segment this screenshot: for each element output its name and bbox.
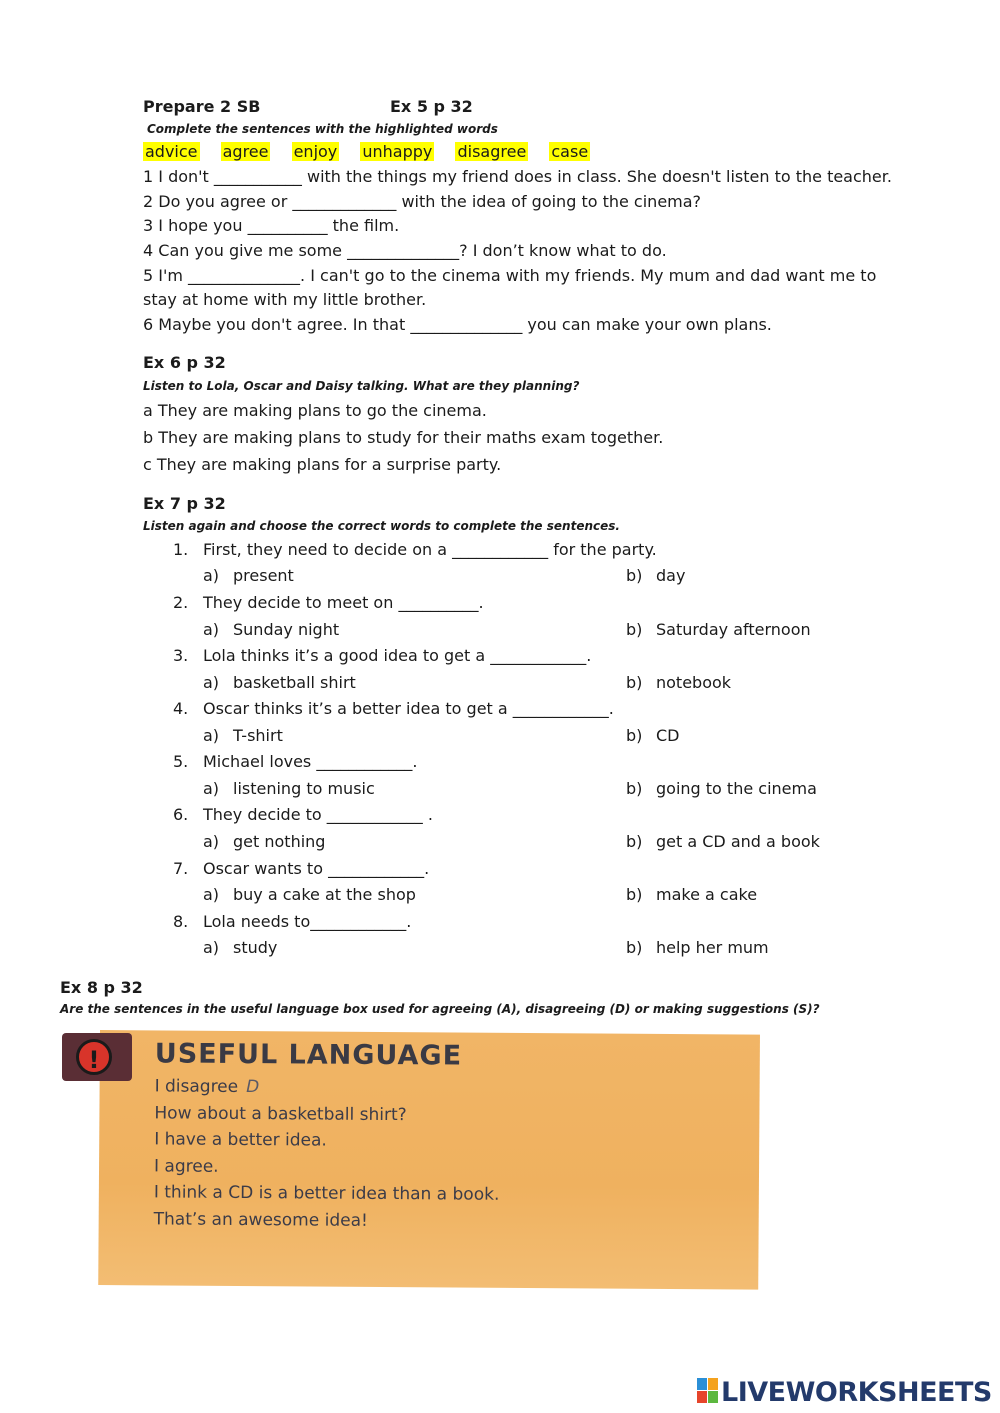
ex5-instruction: Complete the sentences with the highlighted words [147,122,498,136]
alert-badge [62,1033,132,1081]
ex7-option-b[interactable]: b) make a cake [626,885,758,904]
ex7-option-b[interactable]: b) CD [626,726,680,745]
exercise-5-title: Ex 5 p 32 [390,97,473,116]
word-disagree: disagree [457,142,527,161]
useful-language-line: I think a CD is a better idea than a book. [153,1182,500,1205]
useful-language-box [98,1030,760,1290]
word-advice: advice [145,142,198,161]
useful-language-title: USEFUL LANGUAGE [154,1038,463,1072]
ex5-sentence-5-cont: stay at home with my little brother. [143,290,427,309]
useful-language-line: How about a basketball shirt? [154,1102,407,1125]
ex5-sentence-6: 6 Maybe you don't agree. In that ______________ you can make your own plans. [143,315,772,334]
ex7-option-b[interactable]: b) help her mum [626,938,769,957]
ex7-question: 4. Oscar thinks it’s a better idea to get a ____________. [173,699,614,718]
ex8-title: Ex 8 p 32 [60,978,143,997]
useful-language-line: I agree. [153,1155,219,1177]
ex7-option-a[interactable]: a) buy a cake at the shop [203,885,416,904]
ex6-instruction: Listen to Lola, Oscar and Daisy talking. What are they planning? [143,379,580,393]
ex7-question: 7. Oscar wants to ____________. [173,859,430,878]
word-bank [143,142,606,161]
word-unhappy: unhappy [362,142,433,161]
ex5-sentence-3: 3 I hope you __________ the film. [143,216,400,235]
ex7-question: 3. Lola thinks it’s a good idea to get a ____________. [173,646,592,665]
liveworksheets-mark-icon [697,1378,719,1404]
ex5-sentence-2: 2 Do you agree or _____________ with the idea of going to the cinema? [143,192,702,211]
ex7-instruction: Listen again and choose the correct words to complete the sentences. [143,519,620,533]
ex7-question: 5. Michael loves ____________. [173,752,418,771]
ex7-question: 6. They decide to ____________ . [173,805,433,824]
ex7-option-b[interactable]: b) going to the cinema [626,779,817,798]
ex5-sentence-4: 4 Can you give me some ______________? I don’t know what to do. [143,241,667,260]
ex8-instruction: Are the sentences in the useful language box used for agreeing (A), disagreeing (D) or making suggestions (S)? [60,1002,820,1016]
ex7-option-a[interactable]: a) Sunday night [203,620,340,639]
answer-field[interactable]: D [246,1077,260,1098]
ex6-option-b: b They are making plans to study for their maths exam together. [143,428,664,447]
ex7-option-a[interactable]: a) study [203,938,278,957]
ex6-title: Ex 6 p 32 [143,353,226,372]
ex7-question: 8. Lola needs to____________. [173,912,412,931]
ex7-option-b[interactable]: b) get a CD and a book [626,832,820,851]
ex7-question: 2. They decide to meet on __________. [173,593,484,612]
word-case: case [551,142,589,161]
liveworksheets-logo [697,1377,992,1408]
ex5-sentence-1: 1 I don't ___________ with the things my friend does in class. She doesn't listen to the teacher. [143,167,892,186]
liveworksheets-brand: LIVEWORKSHEETS [721,1377,992,1408]
useful-language-line: That’s an awesome idea! [153,1208,368,1231]
book-title: Prepare 2 SB [143,97,261,116]
ex7-option-a[interactable]: a) T-shirt [203,726,283,745]
ex7-option-a[interactable]: a) present [203,566,294,585]
word-agree: agree [222,142,269,161]
ex7-option-b[interactable]: b) notebook [626,673,732,692]
ex6-option-a: a They are making plans to go the cinema. [143,401,487,420]
ex7-option-b[interactable]: b) Saturday afternoon [626,620,811,639]
ex7-question: 1. First, they need to decide on a ____________ for the party. [173,540,657,559]
ex7-option-a[interactable]: a) basketball shirt [203,673,356,692]
ex6-option-c: c They are making plans for a surprise party. [143,455,502,474]
ex7-title: Ex 7 p 32 [143,494,226,513]
word-enjoy: enjoy [293,142,338,161]
useful-language-line: I have a better idea. [154,1129,327,1151]
ex7-option-a[interactable]: a) get nothing [203,832,326,851]
ex5-sentence-5: 5 I'm ______________. I can't go to the cinema with my friends. My mum and dad want me to [143,266,877,285]
exclamation-icon: ! [76,1039,112,1075]
useful-language-line: I disagree D [154,1076,260,1098]
ex7-option-b[interactable]: b) day [626,566,686,585]
ex7-option-a[interactable]: a) listening to music [203,779,375,798]
